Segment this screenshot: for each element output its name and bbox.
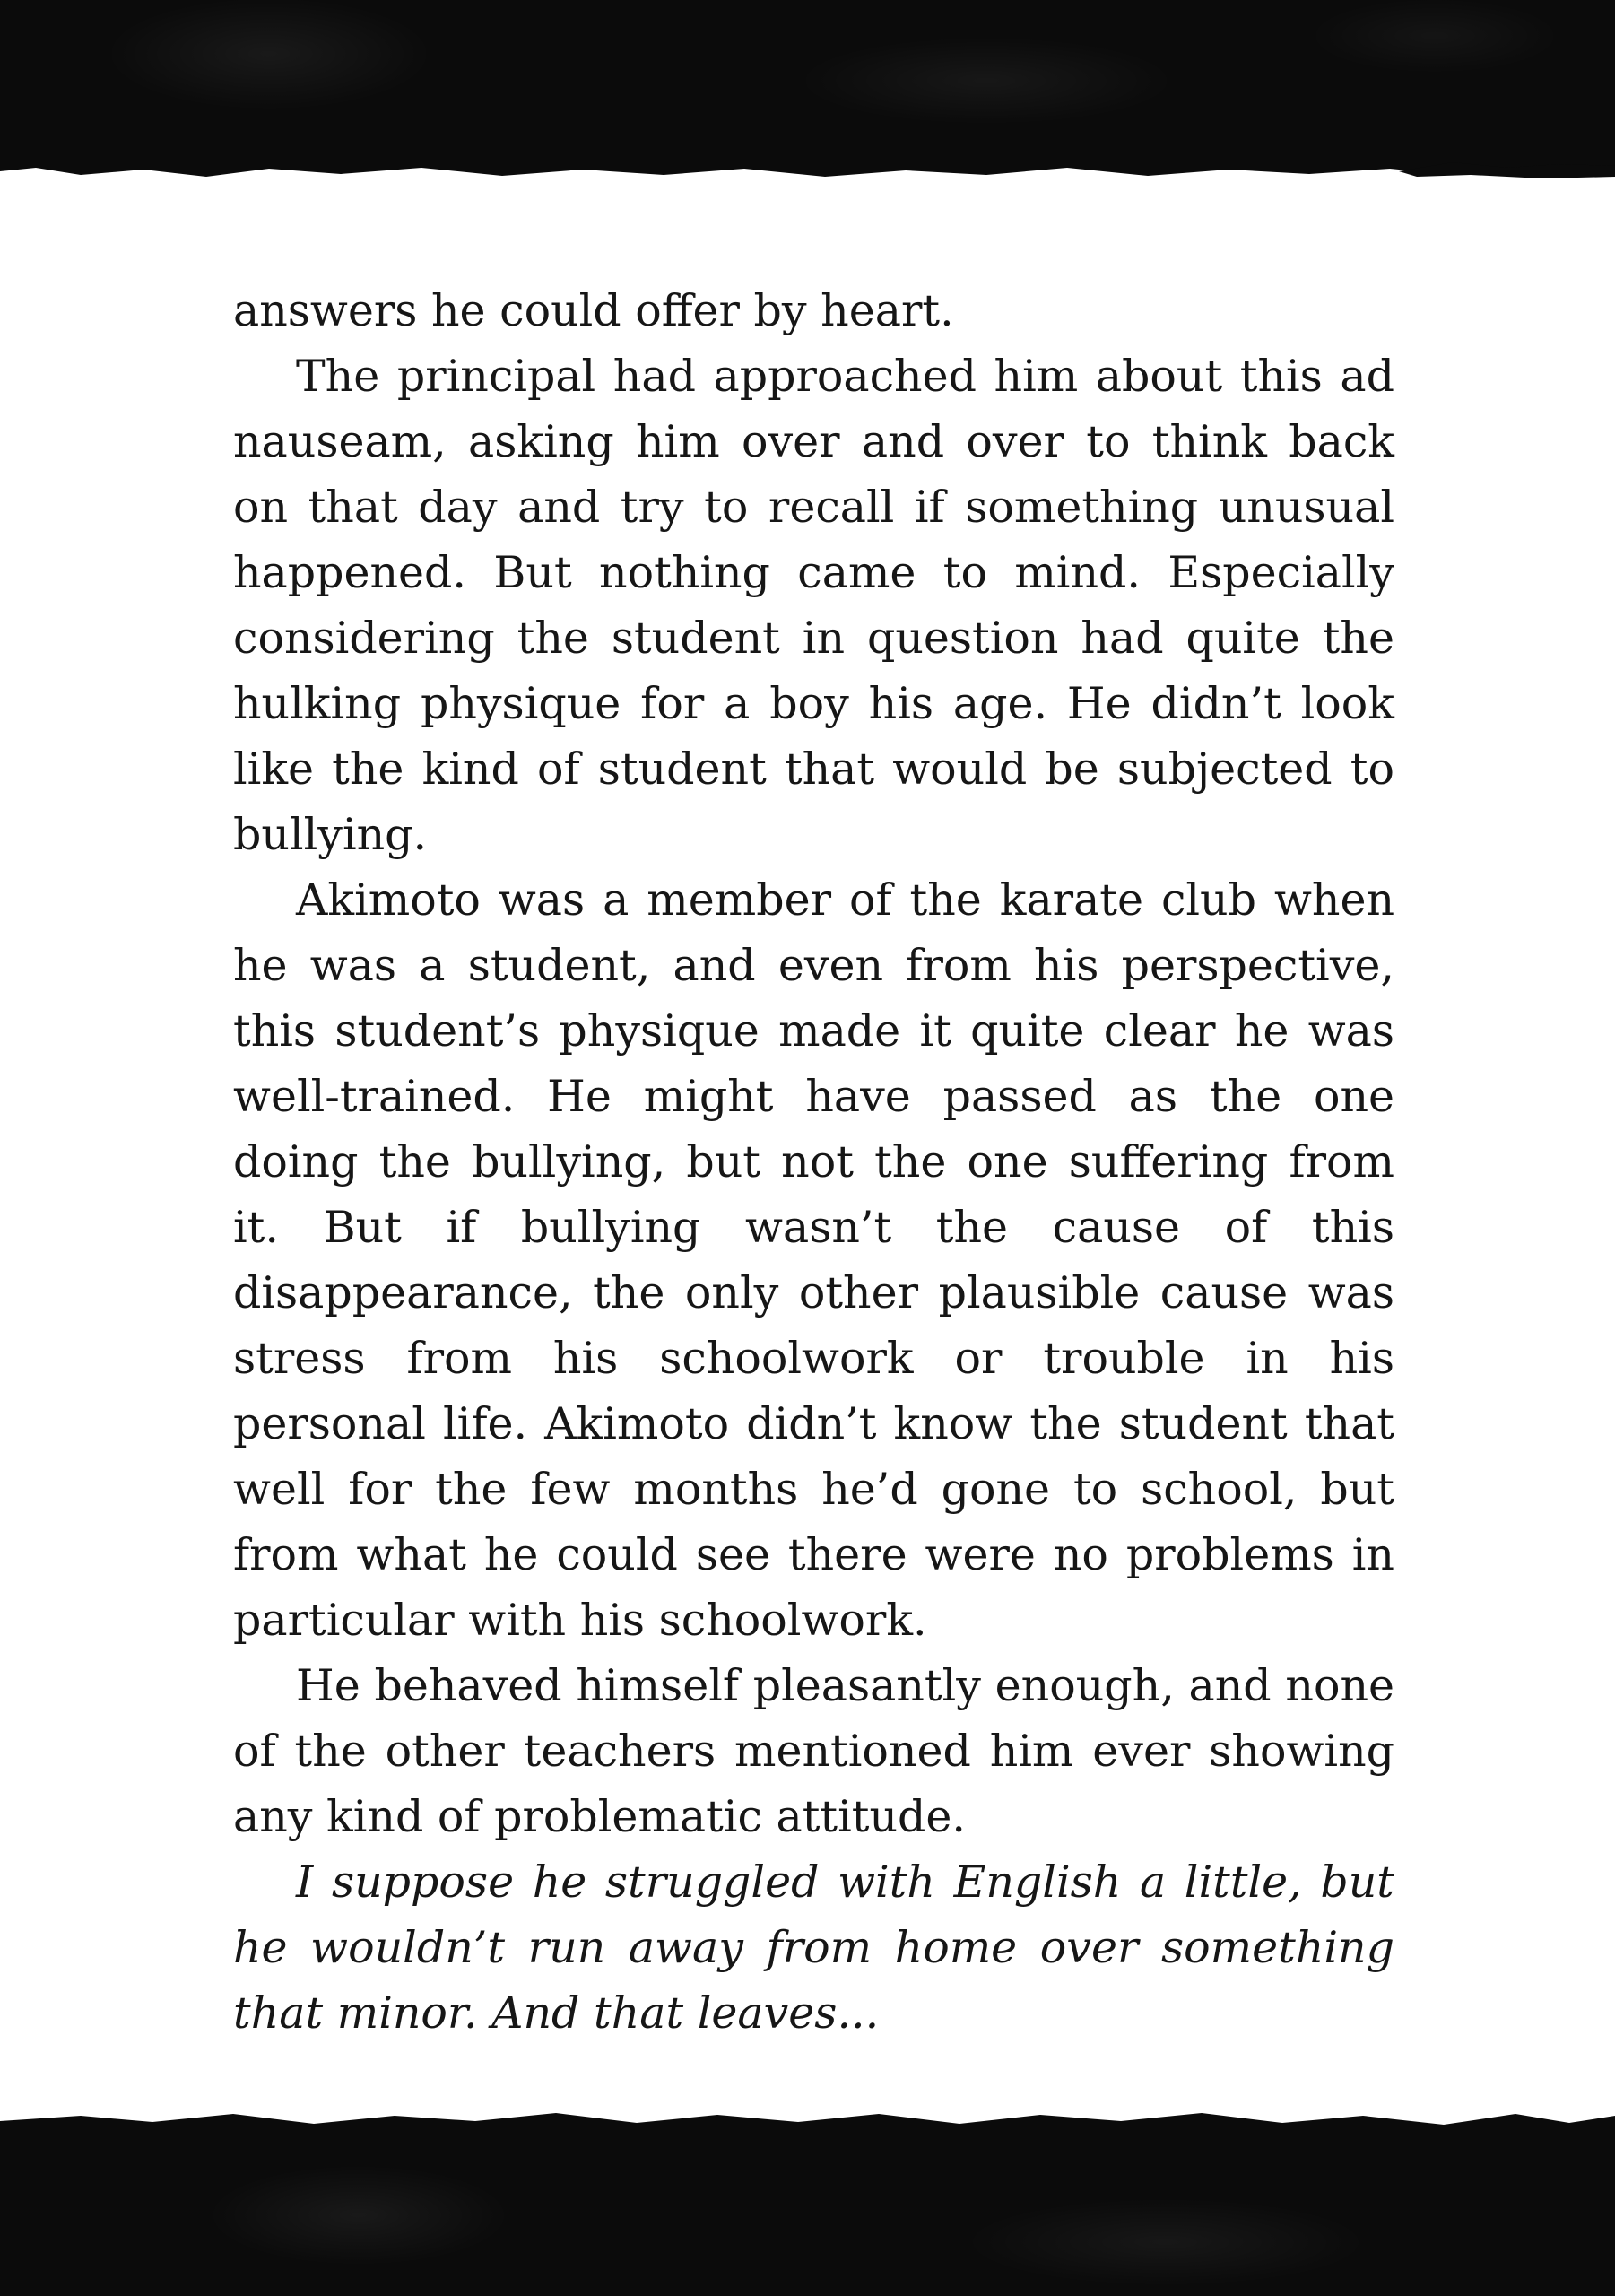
- body-text: [233, 278, 1394, 2046]
- paragraph-2: The principal had approached him about this ad nauseam, asking him over and over to think back on that day and try to recall if something unusual happened. But nothing came to mind. Especially considering the student in question had quite the hulking physique for a boy his age. He didn’t look like the kind of student that would be subjected to bullying.: [233, 351, 1394, 860]
- bottom-ink-band: [0, 2090, 1615, 2296]
- paragraph-5-italic-thought: I suppose he struggled with English a little, but he wouldn’t run away from home over something that minor. And that leaves...: [233, 1857, 1394, 2039]
- paragraph-3: Akimoto was a member of the karate club when he was a student, and even from his perspective, this student’s physique made it quite clear he was well-trained. He might have passed as the one doing the bullying, but not the one suffering from it. But if bullying wasn’t the cause of this disappearance, the only other plausible cause was stress from his schoolwork or trouble in his personal life. Akimoto didn’t know the student that well for the few months he’d gone to school, but from what he could see there were no problems in particular with his schoolwork.: [233, 874, 1394, 1646]
- top-ink-band: [0, 0, 1615, 208]
- paragraph-1: answers he could offer by heart.: [233, 285, 954, 336]
- paragraph-4: He behaved himself pleasantly enough, and none of the other teachers mentioned him ever showing any kind of problematic attitude.: [233, 1660, 1394, 1842]
- top-brush-edge: [0, 155, 1615, 208]
- bottom-brush-edge: [0, 2090, 1615, 2143]
